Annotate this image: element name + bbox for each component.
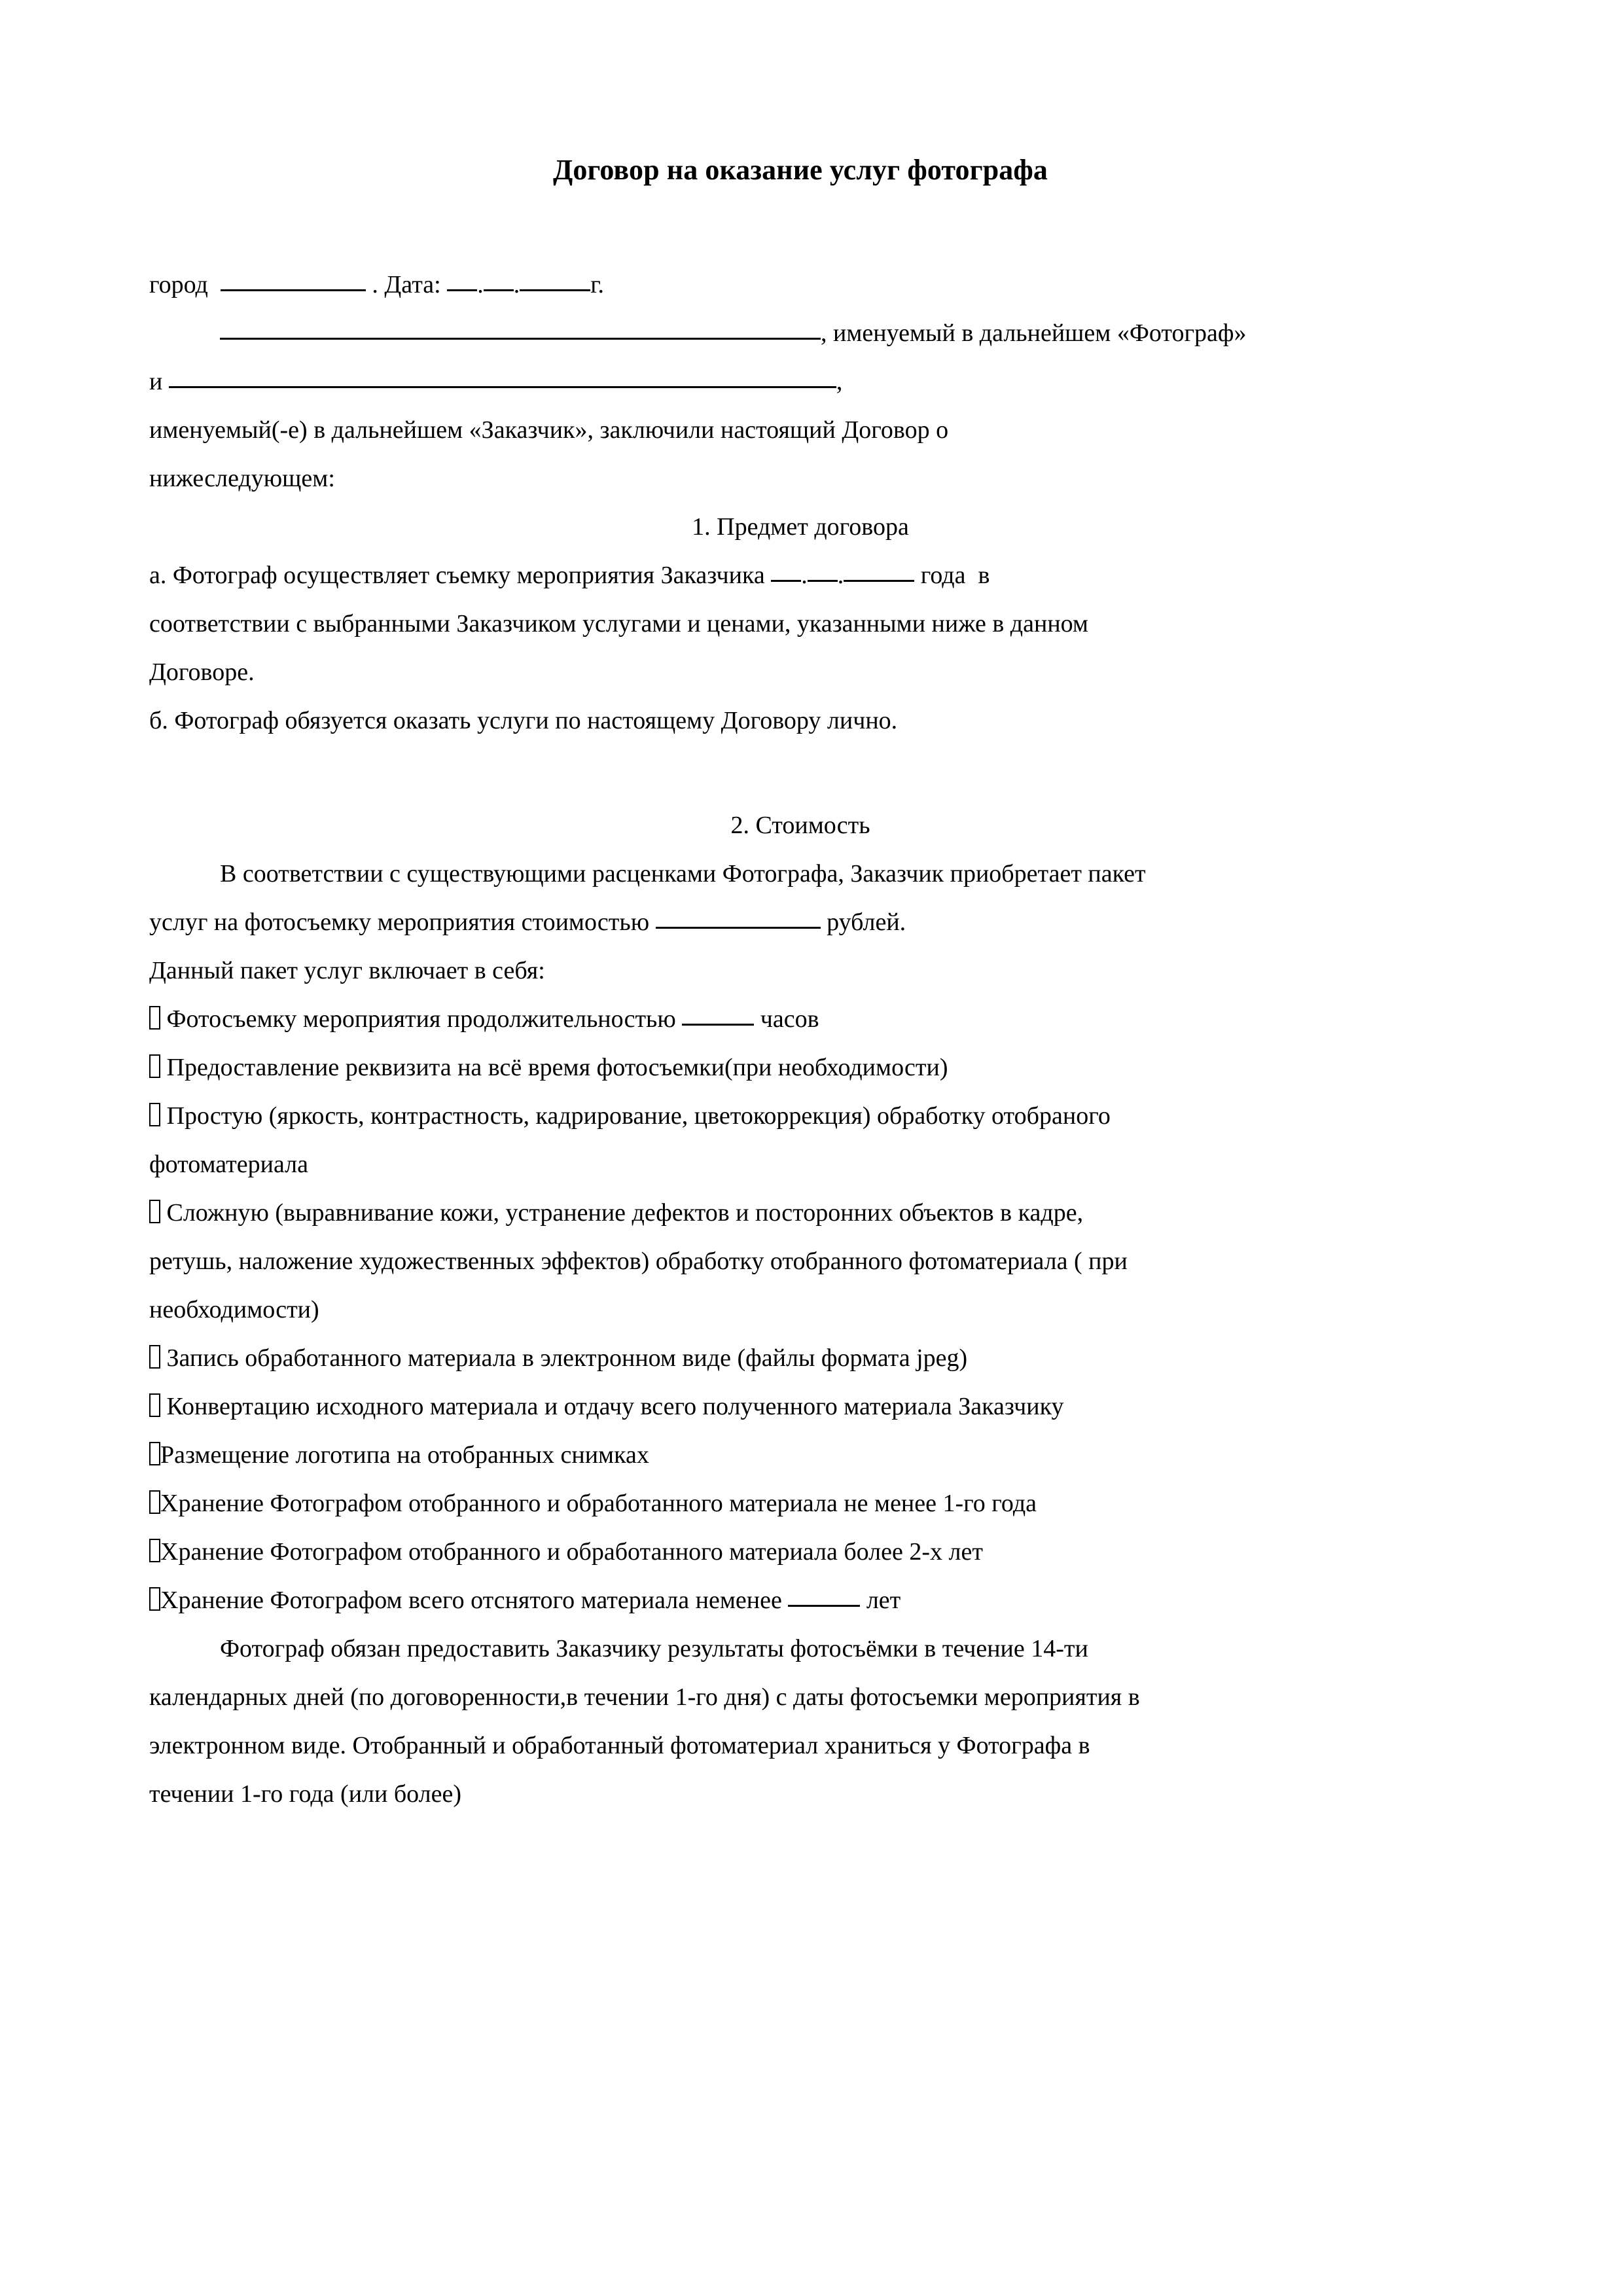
closing-paragraph-line-2: календарных дней (по договоренности,в течении 1-го дня) с даты фотосъемки мероприятия в [149, 1683, 1140, 1711]
bullet-box-icon [149, 1103, 160, 1126]
list-item-text: Предоставление реквизита на всё время фотосъемки(при необходимости) [160, 1053, 948, 1081]
list-item-continuation: необходимости) [149, 1295, 319, 1323]
bullet-box-icon [149, 1393, 160, 1417]
list-item-text: Хранение Фотографом всего отснятого материала неменее [160, 1586, 789, 1614]
section-2-intro-line-1: В соответствии с существующими расценками Фотографа, Заказчик приобретает пакет [220, 859, 1146, 888]
bullet-box-icon [149, 1490, 160, 1514]
section-2-heading: 2. Стоимость [730, 811, 870, 839]
page-title: Договор на оказание услуг фотографа [552, 154, 1048, 186]
date-day-separator: . [477, 270, 484, 298]
preamble-customer-clause: именуемый(-е) в дальнейшем «Заказчик», заключили настоящий Договор о [149, 416, 949, 444]
list-item-text: Хранение Фотографом отобранного и обработанного материала не менее 1-го года [160, 1489, 1037, 1517]
bullet-box-icon [149, 1587, 160, 1611]
closing-paragraph-line-3: электронном виде. Отобранный и обработанный фотоматериал храниться у Фотографа в [149, 1731, 1090, 1759]
bullet-box-icon [149, 1054, 160, 1078]
city-blank[interactable] [221, 270, 366, 291]
list-item-continuation: фотоматериала [149, 1150, 309, 1178]
section-2-intro-line-2-prefix: услуг на фотосъемку мероприятия стоимостью [149, 908, 656, 936]
storage-years-blank[interactable] [788, 1585, 860, 1607]
list-item [149, 1431, 1452, 1479]
bullet-box-icon [149, 1006, 160, 1030]
list-item [149, 1043, 1452, 1092]
closing-paragraph-line-4: течении 1-го года (или более) [149, 1780, 462, 1808]
closing-paragraph-line-1: Фотограф обязан предоставить Заказчику результаты фотосъёмки в течение 14-ти [220, 1634, 1088, 1662]
date-day-blank[interactable] [447, 270, 477, 291]
photographer-name-blank[interactable] [220, 318, 821, 340]
customer-comma: , [836, 367, 843, 395]
date-month-blank[interactable] [484, 270, 514, 291]
list-item [149, 1576, 1452, 1624]
list-item [149, 1382, 1452, 1431]
event-month-blank[interactable] [808, 560, 838, 582]
section-2-intro-line-2 [149, 898, 1452, 946]
date-year-blank[interactable] [520, 270, 590, 291]
date-month-separator: . [513, 270, 520, 298]
city-label: город [149, 270, 208, 298]
section-2-intro-line-2-suffix: рублей. [820, 908, 906, 936]
hours-blank[interactable] [682, 1004, 754, 1026]
list-item [149, 1479, 1452, 1528]
preamble-customer-line [149, 357, 1452, 406]
section-1-item-a-line-3: Договоре. [149, 658, 255, 686]
section-2-package-intro: Данный пакет услуг включает в себя: [149, 956, 545, 984]
list-item-text: Сложную (выравнивание кожи, устранение дефектов и посторонних объектов в кадре, [160, 1198, 1084, 1227]
event-day-blank[interactable] [771, 560, 801, 582]
bullet-box-icon [149, 1200, 160, 1223]
document-body [149, 154, 1452, 1818]
bullet-box-icon [149, 1345, 160, 1369]
package-price-blank[interactable] [656, 907, 821, 929]
and-label: и [149, 367, 163, 395]
section-1-item-a-line-2: соответствии с выбранными Заказчиком услугами и ценами, указанными ниже в данном [149, 609, 1088, 637]
preamble-city-date-line [149, 260, 1452, 309]
date-label: . Дата: [372, 270, 441, 298]
section-1-item-b: б. Фотограф обязуется оказать услуги по настоящему Договору лично. [149, 706, 898, 734]
customer-name-blank[interactable] [169, 367, 836, 388]
list-item [149, 995, 1452, 1043]
list-item-text: Запись обработанного материала в электронном виде (файлы формата jpeg) [160, 1344, 968, 1372]
spacer-after-title [149, 187, 1452, 260]
list-item-suffix: лет [860, 1586, 901, 1614]
list-item-text: Размещение логотипа на отобранных снимках [160, 1441, 649, 1469]
bullet-box-icon [149, 1539, 160, 1562]
bullet-box-icon [149, 1442, 160, 1465]
list-item-text: Простую (яркость, контрастность, кадрирование, цветокоррекция) обработку отобраного [160, 1102, 1111, 1130]
section-1-heading: 1. Предмет договора [692, 512, 909, 541]
list-item-continuation: ретушь, наложение художественных эффектов) обработку отобранного фотоматериала ( при [149, 1247, 1128, 1275]
list-item [149, 1334, 1452, 1382]
list-item-text: Хранение Фотографом отобранного и обработанного материала более 2-х лет [160, 1537, 983, 1566]
section-1-item-a-suffix: года в [914, 561, 990, 589]
year-suffix: г. [590, 270, 605, 298]
section-1-item-a-prefix: а. Фотограф осуществляет съемку мероприятия Заказчика [149, 561, 772, 589]
event-year-blank[interactable] [844, 560, 914, 582]
list-item [149, 1092, 1452, 1140]
section-1-item-a: а. Фотограф осуществляет съемку мероприятия Заказчика . . года в [149, 561, 990, 589]
photographer-clause: , именуемый в дальнейшем «Фотограф» [821, 319, 1247, 347]
preamble-following-word: нижеследующем: [149, 464, 335, 492]
preamble-photographer-line [149, 309, 1452, 357]
list-item-text: Конвертацию исходного материала и отдачу всего полученного материала Заказчику [160, 1392, 1064, 1420]
list-item-suffix: часов [754, 1005, 819, 1033]
list-item [149, 1189, 1452, 1237]
list-item [149, 1528, 1452, 1576]
spacer-before-section-2 [149, 745, 1452, 801]
list-item-text: Фотосъемку мероприятия продолжительностью [160, 1005, 683, 1033]
